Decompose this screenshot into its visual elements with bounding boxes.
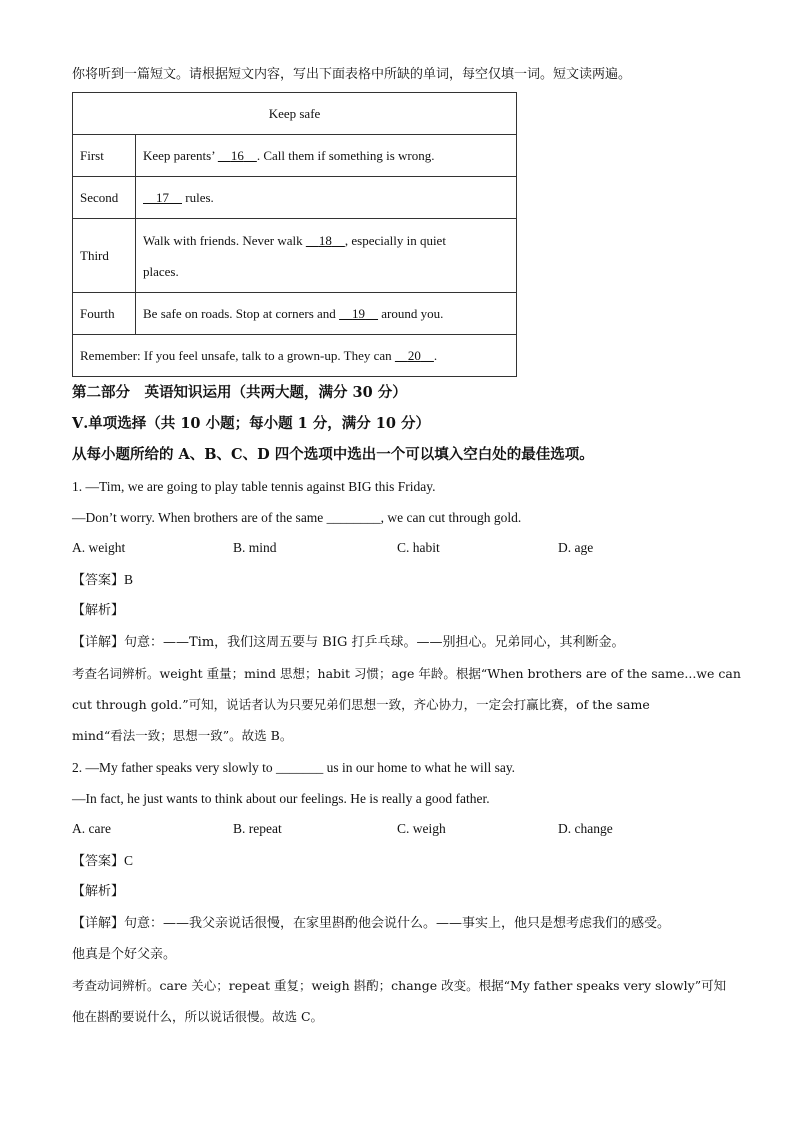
q1-option-a: A. weight bbox=[72, 540, 126, 555]
table-row bbox=[73, 135, 517, 177]
q1-option-b: B. mind bbox=[233, 540, 277, 555]
subsection-heading: Ⅴ.单项选择（共 10 小题；每小题 1 分，满分 10 分） bbox=[72, 415, 431, 432]
row-content: 17 rules. bbox=[136, 177, 517, 219]
question-instruction: 从每小题所给的 A、B、C、D 四个选项中选出一个可以填入空白处的最佳选项。 bbox=[72, 446, 594, 463]
q2-option-a: A. care bbox=[72, 821, 111, 836]
blank-17: 17 bbox=[156, 189, 169, 205]
answer-label: 【答案】 bbox=[72, 854, 125, 869]
q2-option-d: D. change bbox=[558, 821, 613, 836]
row-content: Walk with friends. Never walk 18 , especially in quiet places. bbox=[136, 219, 517, 293]
row-label: Fourth bbox=[73, 293, 136, 335]
q2-explain-1: 考查动词辨析。care 关心；repeat 重复；weigh 斟酌；change 改变。根据“My father speaks very slowly”可知 bbox=[72, 978, 727, 993]
q1-option-d: D. age bbox=[558, 540, 594, 555]
blank-18: 18 bbox=[318, 232, 332, 248]
q1-option-c: C. habit bbox=[397, 540, 440, 555]
q2-detail: 【详解】句意：——我父亲说话很慢，在家里斟酌他会说什么。——事实上，他只是想考虑我们的感受。 bbox=[72, 916, 671, 931]
row-content: Be safe on roads. Stop at corners and 19 around you. bbox=[136, 293, 517, 335]
answer-value: B bbox=[124, 572, 134, 587]
q2-option-b: B. repeat bbox=[233, 821, 282, 836]
table-title: Keep safe bbox=[73, 93, 517, 135]
q2-line1: 2. —My father speaks very slowly to _______ us in our home to what he will say. bbox=[72, 760, 516, 775]
q2-detail-2: 他真是个好父亲。 bbox=[72, 947, 177, 962]
q1-line2: —Don’t worry. When brothers are of the same ________, we can cut through gold. bbox=[72, 510, 522, 525]
q1-detail: 【详解】句意：——Tim，我们这周五要与 BIG 打乒乓球。——别担心。兄弟同心，其利断金。 bbox=[72, 635, 625, 650]
q2-option-c: C. weigh bbox=[397, 821, 446, 836]
row-label: Second bbox=[73, 177, 136, 219]
q2-line2: —In fact, he just wants to think about our feelings. He is really a good father. bbox=[72, 791, 490, 806]
blank-19: 19 bbox=[352, 305, 366, 321]
q1-line1: 1. —Tim, we are going to play table tennis against BIG this Friday. bbox=[72, 479, 436, 494]
listening-instruction: 你将听到一篇短文。请根据短文内容，写出下面表格中所缺的单词，每空仅填一词。短文读两遍。 bbox=[72, 67, 632, 82]
answer-label: 【答案】 bbox=[72, 573, 125, 588]
table-row bbox=[73, 177, 517, 219]
q1-explain-2: cut through gold.”可知，说话者认为只要兄弟们思想一致，齐心协力，一定会打赢比赛，of the same bbox=[72, 697, 650, 712]
q1-answer bbox=[72, 571, 133, 590]
remember-row: Remember: If you feel unsafe, talk to a grown-up. They can 20 . bbox=[73, 335, 517, 377]
q1-analysis-label: 【解析】 bbox=[72, 603, 125, 618]
row-label: First bbox=[73, 135, 136, 177]
row-content: Keep parents’ 16 . Call them if something is wrong. bbox=[136, 135, 517, 177]
q2-explain-2: 他在斟酌要说什么，所以说话很慢。故选 C。 bbox=[72, 1009, 324, 1024]
q1-explain-1: 考查名词辨析。weight 重量；mind 思想；habit 习惯；age 年龄。根据“When brothers are of the same...we can bbox=[72, 666, 741, 681]
table-row bbox=[73, 219, 517, 293]
table-row bbox=[73, 335, 517, 377]
q2-analysis-label: 【解析】 bbox=[72, 884, 125, 899]
blank-20: 20 bbox=[407, 347, 421, 363]
answer-value: C bbox=[124, 853, 134, 868]
keep-safe-table bbox=[72, 92, 517, 377]
section-heading: 第二部分 英语知识运用（共两大题，满分 30 分） bbox=[72, 384, 407, 401]
row-label: Third bbox=[73, 219, 136, 293]
q1-explain-3: mind“看法一致；思想一致”。故选 B。 bbox=[72, 728, 293, 743]
table-row bbox=[73, 293, 517, 335]
q2-answer bbox=[72, 852, 133, 871]
blank-16: 16 bbox=[230, 147, 244, 163]
